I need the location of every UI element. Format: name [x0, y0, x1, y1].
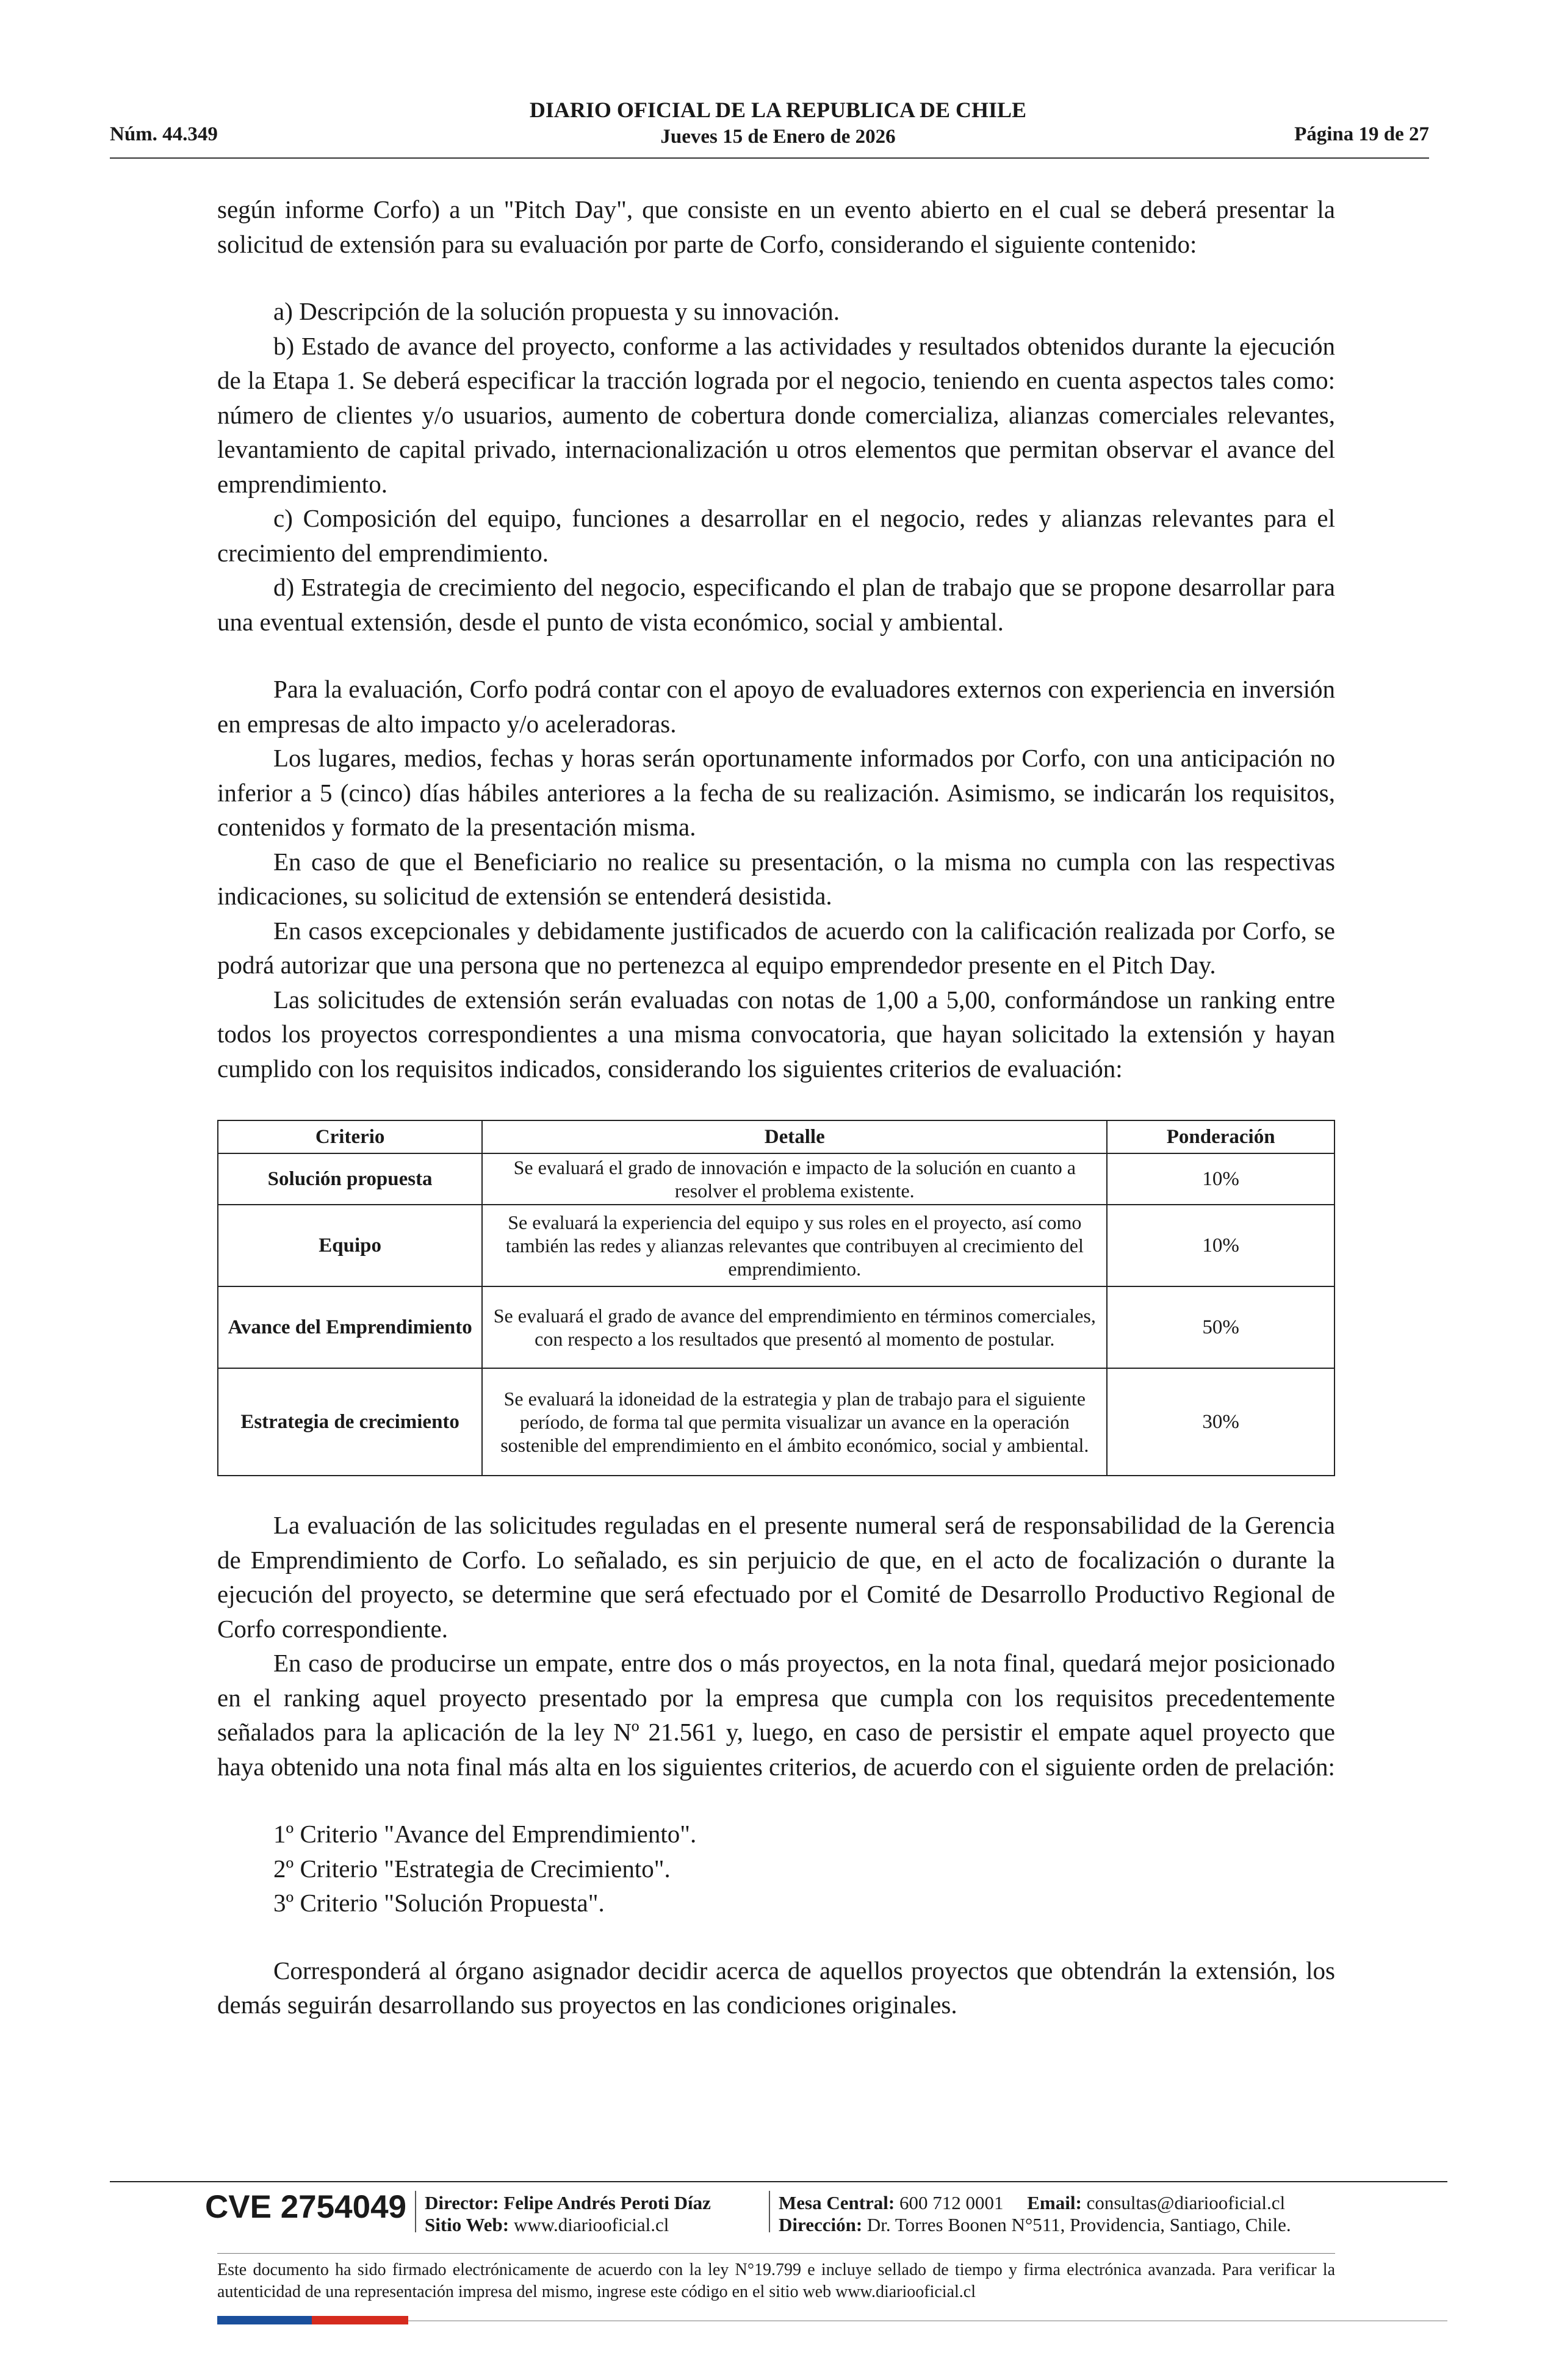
footer-director-block — [425, 2192, 711, 2236]
evaluation-criteria-table — [217, 1120, 1335, 1476]
ponderacion-cell: 50% — [1107, 1286, 1334, 1368]
paragraph: La evaluación de las solicitudes reguladas en el presente numeral será de responsabilidad de la Gerencia de Emprendimiento de Corfo. Lo señalado, es sin perjuicio de que, en el acto de focalización o durante la ejecución del proyecto, se determine que será efectuado por el Comité de Desarrollo Productivo Regional de Corfo correspondiente. — [217, 1511, 1335, 1643]
publication-date: Jueves 15 de Enero de 2026 — [660, 126, 896, 148]
address-label: Dirección: — [779, 2214, 863, 2235]
flag-blue-segment — [217, 2316, 312, 2324]
table-row — [218, 1368, 1334, 1476]
mesa-phone: 600 712 0001 — [899, 2192, 1004, 2213]
footer-divider — [110, 2181, 1447, 2182]
paragraph: Para la evaluación, Corfo podrá contar con el apoyo de evaluadores externos con experiencia en inversión en empresas de alto impacto y/o aceleradoras. — [217, 675, 1335, 738]
site-link[interactable]: www.diariooficial.cl — [513, 2214, 669, 2235]
list-item: a) Descripción de la solución propuesta y su innovación. — [273, 297, 840, 325]
address-value: Dr. Torres Boonen N°511, Providencia, Santiago, Chile. — [866, 2214, 1291, 2235]
flag-red-segment — [312, 2316, 408, 2324]
table-row — [218, 1153, 1334, 1205]
detalle-cell: Se evaluará la idoneidad de la estrategia y plan de trabajo para el siguiente período, de forma tal que permita visualizar un avance en la operación sostenible del emprendimiento en el ámbito económico, social y ambiental. — [482, 1368, 1107, 1476]
ponderacion-cell: 30% — [1107, 1368, 1334, 1476]
criterio-cell: Solución propuesta — [218, 1153, 482, 1205]
list-item: 3º Criterio "Solución Propuesta". — [273, 1889, 605, 1917]
paragraph: Los lugares, medios, fechas y horas serán oportunamente informados por Corfo, con una anticipación no inferior a 5 (cinco) días hábiles anteriores a la fecha de su realización. Asimismo, se indicarán los requisitos, contenidos y formato de la presentación misma. — [217, 744, 1335, 841]
site-label: Sitio Web: — [425, 2214, 510, 2235]
footer-contact-block — [779, 2192, 1291, 2236]
footer-separator — [769, 2191, 770, 2232]
email-label: Email: — [1027, 2192, 1082, 2213]
ponderacion-cell: 10% — [1107, 1153, 1334, 1205]
table-row — [218, 1205, 1334, 1286]
detalle-cell: Se evaluará el grado de avance del emprendimiento en términos comerciales, con respecto a los resultados que presentó al momento de postular. — [482, 1286, 1107, 1368]
intro-paragraph: según informe Corfo) a un "Pitch Day", que consiste en un evento abierto en el cual se deberá presentar la solicitud de extensión para su evaluación por parte de Corfo, considerando el siguiente contenido: — [217, 195, 1335, 258]
table-row — [218, 1286, 1334, 1368]
director-name: Felipe Andrés Peroti Díaz — [503, 2192, 711, 2213]
criterio-cell: Estrategia de crecimiento — [218, 1368, 482, 1476]
footer-inner-divider — [217, 2253, 1335, 2254]
detalle-cell: Se evaluará el grado de innovación e impacto de la solución en cuanto a resolver el problema existente. — [482, 1153, 1107, 1205]
detalle-cell: Se evaluará la experiencia del equipo y sus roles en el proyecto, así como también las redes y alianzas relevantes que contribuyen al crecimiento del emprendimiento. — [482, 1205, 1107, 1286]
column-header: Criterio — [218, 1120, 482, 1153]
header-divider — [110, 157, 1429, 159]
column-header: Ponderación — [1107, 1120, 1334, 1153]
content-list — [217, 294, 1335, 639]
footer-bottom-line — [391, 2320, 1447, 2321]
closing-paragraph: Corresponderá al órgano asignador decidir acerca de aquellos proyectos que obtendrán la extensión, los demás seguirán desarrollando sus proyectos en las condiciones originales. — [217, 1956, 1335, 2019]
issue-number: Núm. 44.349 — [110, 123, 218, 145]
flag-color-bar — [217, 2316, 408, 2324]
list-item: d) Estrategia de crecimiento del negocio, especificando el plan de trabajo que se propone desarrollar para una eventual extensión, desde el punto de vista económico, social y ambiental. — [217, 573, 1335, 636]
list-item: b) Estado de avance del proyecto, conforme a las actividades y resultados obtenidos durante la ejecución de la Etapa 1. Se deberá especificar la tracción lograda por el negocio, teniendo en cuenta aspectos tales como: número de clientes y/o usuarios, aumento de cobertura donde comercializa, alianzas comerciales relevantes, levantamiento de capital privado, internacionalización u otros elementos que permitan observar el avance del emprendimiento. — [217, 331, 1335, 498]
criterio-cell: Avance del Emprendimiento — [218, 1286, 482, 1368]
director-label: Director: — [425, 2192, 499, 2213]
list-item: 2º Criterio "Estrategia de Crecimiento". — [273, 1854, 671, 1883]
priority-list — [217, 1817, 1335, 1920]
cve-code: CVE 2754049 — [205, 2189, 407, 2225]
paragraph: En caso de que el Beneficiario no realice su presentación, o la misma no cumpla con las respectivas indicaciones, su solicitud de extensión se entenderá desistida. — [217, 847, 1335, 910]
table-header-row — [218, 1120, 1334, 1153]
publication-title: DIARIO OFICIAL DE LA REPUBLICA DE CHILE — [529, 98, 1027, 122]
list-item: c) Composición del equipo, funciones a desarrollar en el negocio, redes y alianzas relevantes para el crecimiento del emprendimiento. — [217, 504, 1335, 567]
page-number: Página 19 de 27 — [1294, 123, 1429, 145]
list-item: 1º Criterio "Avance del Emprendimiento". — [273, 1820, 697, 1848]
column-header: Detalle — [482, 1120, 1107, 1153]
mesa-label: Mesa Central: — [779, 2192, 895, 2213]
paragraph: En caso de producirse un empate, entre dos o más proyectos, en la nota final, quedará mejor posicionado en el ranking aquel proyecto presentado por la empresa que cumpla con los requisitos precedentemente señalados para la aplicación de la ley Nº 21.561 y, luego, en caso de persistir el empate aquel proyecto que haya obtenido una nota final más alta en los siguientes criterios, de acuerdo con el siguiente orden de prelación: — [217, 1649, 1335, 1781]
ponderacion-cell: 10% — [1107, 1205, 1334, 1286]
email-link[interactable]: consultas@diariooficial.cl — [1086, 2192, 1286, 2213]
criterio-cell: Equipo — [218, 1205, 482, 1286]
footer-separator — [415, 2191, 416, 2232]
paragraph: En casos excepcionales y debidamente justificados de acuerdo con la calificación realizada por Corfo, se podrá autorizar que una persona que no pertenezca al equipo emprendedor presente en el Pitch Day. — [217, 916, 1335, 979]
legal-notice: Este documento ha sido firmado electrónicamente de acuerdo con la ley N°19.799 e incluye sellado de tiempo y firma electrónica avanzada. Para verificar la autenticidad de una representación impresa del mismo, ingrese este código en el sitio web www.diariooficial.cl — [217, 2260, 1335, 2301]
document-body — [217, 192, 1335, 2022]
paragraph: Las solicitudes de extensión serán evaluadas con notas de 1,00 a 5,00, conformándose un ranking entre todos los proyectos correspondientes a una misma convocatoria, que hayan solicitado la extensión y hayan cumplido con los requisitos indicados, considerando los siguientes criterios de evaluación: — [217, 985, 1335, 1083]
